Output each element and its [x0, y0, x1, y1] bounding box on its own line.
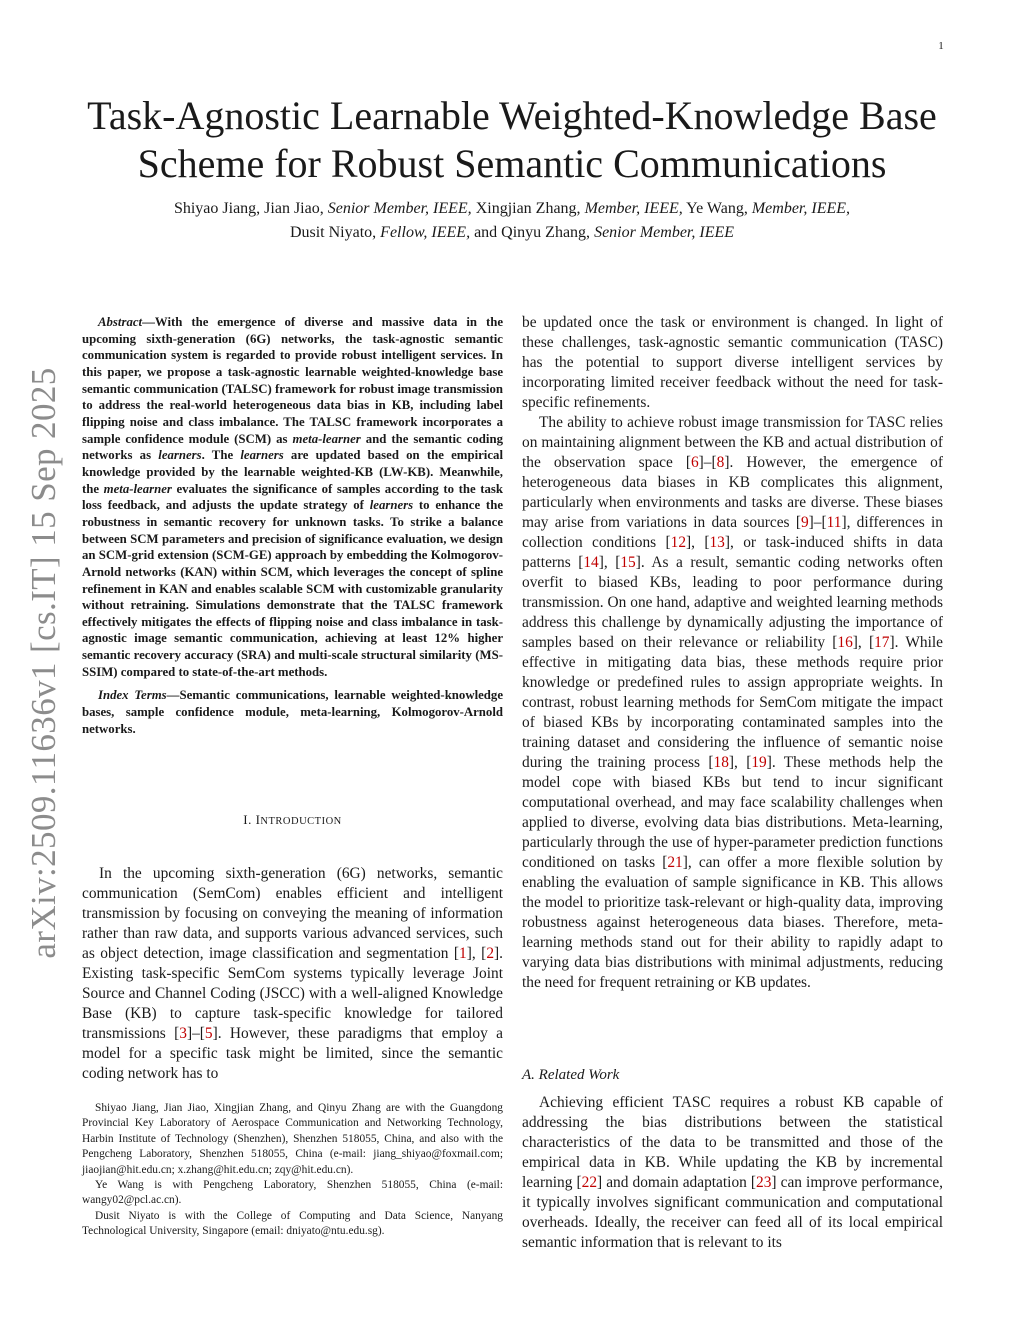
- section-heading-introduction: [82, 812, 503, 828]
- abstract-emphasis: meta-learner: [292, 431, 361, 446]
- citation-link[interactable]: 12: [670, 534, 687, 551]
- footnote: Dusit Niyato is with the College of Computing and Data Science, Nanyang Technological University, Singapore (email: dniyato@ntu.edu.sg).: [82, 1209, 503, 1238]
- index-terms-label: Index Terms: [98, 688, 167, 703]
- related-work-text: [522, 1093, 943, 1253]
- section-numeral: I.: [243, 812, 256, 827]
- abstract-label: Abstract: [98, 315, 143, 329]
- body-text: ]. While effective in mitigating data bias, these methods require prior knowledge or predefined rules to assign appropriate weights. In contrast, robust learning methods for SemCom mitigate the impact of biased KBs by incorporating contaminated samples into the training dataset and considering the influence of semantic noise during the training process [: [522, 634, 943, 771]
- body-text: ]. As a result, semantic coding networks often overfit to biased KBs, leading to poor performance during transmission. On one hand, adaptive and weighted learning methods address this challenge by dynamically adjusting the importance of samples based on their relevance or reliability [: [522, 554, 943, 651]
- page-number: 1: [938, 40, 944, 52]
- citation-link[interactable]: 21: [667, 854, 683, 871]
- citation-link[interactable]: 11: [826, 514, 842, 531]
- author-names: Dusit Niyato,: [289, 224, 381, 241]
- section-initial: I: [255, 812, 261, 827]
- citation-link[interactable]: 2: [486, 945, 495, 962]
- index-terms: [82, 687, 503, 737]
- abstract-text: and the semantic coding networks as: [82, 431, 503, 463]
- body-text: ]–[: [698, 454, 717, 471]
- abstract-emphasis: learners: [158, 448, 202, 463]
- abstract-emphasis: learners: [240, 448, 284, 463]
- citation-link[interactable]: 16: [837, 634, 853, 651]
- footnote: Ye Wang is with Pengcheng Laboratory, Shenzhen 518055, China (e-mail: wangy02@pcl.ac.cn).: [82, 1179, 503, 1207]
- body-text: Achieving efficient TASC requires a robust KB capable of addressing the bias distributions between the statistical characteristics of the data to be transmitted and those of the empirical data in KB. While updating the KB by incremental learning [: [522, 1094, 943, 1191]
- citation-link[interactable]: 22: [581, 1174, 598, 1191]
- body-text: ]. However, the emergence of heterogeneous data biases in KB complicates this alignment, particularly when environments and tasks are diverse. These biases may arise from variations in data sources [: [522, 454, 943, 531]
- citation-link[interactable]: 15: [620, 554, 636, 571]
- abstract-emphasis: learners: [369, 498, 414, 513]
- body-text: ], [: [466, 945, 487, 962]
- body-paragraph: [522, 413, 943, 993]
- citation-link[interactable]: 3: [179, 1025, 187, 1042]
- author-list: [60, 197, 964, 245]
- body-text: ] can improve performance, it typically involves significant communication and computational overheads. Ideally, the receiver can feed all of its local empirical semantic information that is relevant to its: [522, 1174, 943, 1251]
- body-text: ]–[: [186, 1025, 205, 1042]
- citation-link[interactable]: 6: [690, 454, 699, 471]
- right-column-text: [522, 313, 943, 993]
- abstract-text: . The: [201, 448, 241, 463]
- author-line-1: [60, 197, 964, 221]
- abstract-text: evaluates the significance of samples according to the task loss feedback, and adjusts the update strategy of: [82, 481, 503, 513]
- author-names: Shiyao Jiang, Jian Jiao,: [173, 200, 328, 217]
- introduction-text: [82, 864, 503, 1084]
- citation-link[interactable]: 13: [709, 534, 725, 551]
- citation-link[interactable]: 18: [713, 754, 729, 771]
- author-membership: Senior Member, IEEE: [594, 224, 735, 241]
- body-text: ]. These methods help the model cope with biased KBs but tend to incur significant computational overhead, and may face scalability challenges when applied to diverse, evolving data bias distributions. Meta-learning, particularly through the use of hyper-parameter prediction functions conditioned on tasks [: [522, 754, 944, 871]
- citation-link[interactable]: 9: [800, 514, 809, 531]
- author-names: and Qinyu Zhang,: [470, 224, 595, 241]
- title-line-2: Scheme for Robust Semantic Communications: [137, 141, 887, 186]
- body-text: ] and domain adaptation [: [597, 1174, 757, 1191]
- body-text: The ability to achieve robust image transmission for TASC relies on maintaining alignment between the KB and actual distribution of the observation space [: [522, 414, 943, 471]
- body-text: ]–[: [808, 514, 827, 531]
- author-membership: Fellow, IEEE,: [380, 224, 471, 241]
- citation-link[interactable]: 23: [756, 1174, 772, 1191]
- paragraph-continued: be updated once the task or environment is changed. In light of these challenges, task-agnostic semantic communication (TASC) has the potential to support diverse intelligent services by incorporating limited receiver feedback without the need for task-specific refinements.: [522, 314, 943, 411]
- body-text: ], [: [686, 534, 710, 551]
- abstract-text: to enhance the robustness in semantic recovery for unknown tasks. To strike a balance between SCM parameters and precision of significance evaluation, we design an SCM-grid extension (SCM-GE) approach by embedding the Kolmogorov-Arnold networks (KAN) within SCM, which leverages the concept of spline refinement in KAN and enables scalable SCM with customizable granularity without retraining. Simulations demonstrate that the TALSC framework effectively mitigates the effects of flipping noise and class imbalance in task-agnostic image semantic communication, achieving at least 12% higher semantic recovery accuracy (SRA) and multi-scale structural similarity (MS-SSIM) compared to state-of-the-art methods.: [82, 498, 503, 679]
- abstract-paragraph: [82, 314, 503, 680]
- arxiv-identifier: arXiv:2509.11636v1 [cs.IT] 15 Sep 2025: [24, 367, 63, 959]
- citation-link[interactable]: 1: [459, 945, 467, 962]
- title-line-1: Task-Agnostic Learnable Weighted-Knowledge Base: [87, 93, 937, 138]
- body-text: In the upcoming sixth-generation (6G) networks, semantic communication (SemCom) enables efficient and intelligent transmission by focusing on conveying the meaning of information rather than raw data, and supports various advanced services, such as object detection, image classification and segmentation [: [82, 865, 503, 962]
- abstract-block: [82, 314, 503, 744]
- author-membership: Member, IEEE,: [751, 200, 851, 217]
- body-text: ], or task-induced shifts in data patterns [: [522, 534, 943, 571]
- body-text: ], can offer a more flexible solution by enabling the evaluation of sample significance in KB. This allows the model to prioritize task-relevant or high-quality data, improving robustness against heterogeneous data biases. Therefore, meta-learning methods stand out for their ability to rapidly adapt to varying data bias distributions with minimal adjustments, reducing the need for frequent retraining or KB updates.: [522, 854, 943, 991]
- body-text: ]. However, these paradigms that employ a model for a specific task might be limited, since the semantic coding network has to: [82, 1025, 503, 1082]
- abstract-text: —With the emergence of diverse and massive data in the upcoming sixth-generation (6G) networks, the task-agnostic semantic communication system is regarded to provide robust intelligent services. In this paper, we propose a task-agnostic learnable weighted-knowledge base semantic communication (TALSC) framework for robust image transmission to address the real-world heterogeneous data bias in KB, including label flipping noise and class imbalance. The TALSC framework incorporates a sample confidence module (SCM) as: [82, 315, 503, 446]
- author-membership: Senior Member, IEEE,: [327, 200, 472, 217]
- body-text: ], [: [598, 554, 621, 571]
- footnote: Shiyao Jiang, Jian Jiao, Xingjian Zhang, and Qinyu Zhang are with the Guangdong Provincial Key Laboratory of Aerospace Communication and Networking Technology, Harbin Institute of Technology (Shenzhen), Shenzhen 518055, China, and also with the Pengcheng Laboratory, Shenzhen 518055, China (e-mail: jiang_shiyao@foxmail.com; jiaojian@hit.edu.cn; x.zhang@hit.edu.cn; zqy@hit.edu.cn).: [82, 1102, 503, 1176]
- citation-link[interactable]: 5: [204, 1025, 213, 1042]
- citation-link[interactable]: 8: [716, 454, 725, 471]
- abstract-emphasis: meta-learner: [103, 481, 172, 496]
- citation-link[interactable]: 14: [583, 554, 599, 571]
- author-membership: Member, IEEE,: [584, 200, 683, 217]
- author-line-2: [60, 221, 964, 245]
- author-footnotes: [82, 1101, 503, 1240]
- citation-link[interactable]: 19: [751, 754, 767, 771]
- author-names: Xingjian Zhang,: [471, 200, 585, 217]
- body-text: ], differences in collection conditions [: [522, 514, 944, 551]
- paper-title: [60, 92, 964, 188]
- citation-link[interactable]: 17: [874, 634, 890, 651]
- section-title-rest: NTRODUCTION: [260, 816, 342, 827]
- index-terms-text: —Semantic communications, learnable weighted-knowledge bases, sample confidence module, meta-learning, Kolmogorov-Arnold networks.: [82, 688, 503, 736]
- intro-paragraph: [82, 864, 503, 1084]
- body-text: ], [: [728, 754, 752, 771]
- body-text: ]. Existing task-specific SemCom systems typically leverage Joint Source and Channel Coding (JSCC) with a well-aligned Knowledge Base (KB) to capture task-specific knowledge for tailored transmissions [: [82, 945, 503, 1042]
- body-text: ], [: [852, 634, 875, 651]
- abstract-text: are updated based on the empirical knowledge provided by the learnable weighted-KB (LW-KB). Meanwhile, the: [82, 448, 503, 496]
- body-paragraph: [522, 1093, 943, 1253]
- author-names: Ye Wang,: [682, 200, 752, 217]
- subsection-heading-related-work: A. Related Work: [522, 1067, 620, 1083]
